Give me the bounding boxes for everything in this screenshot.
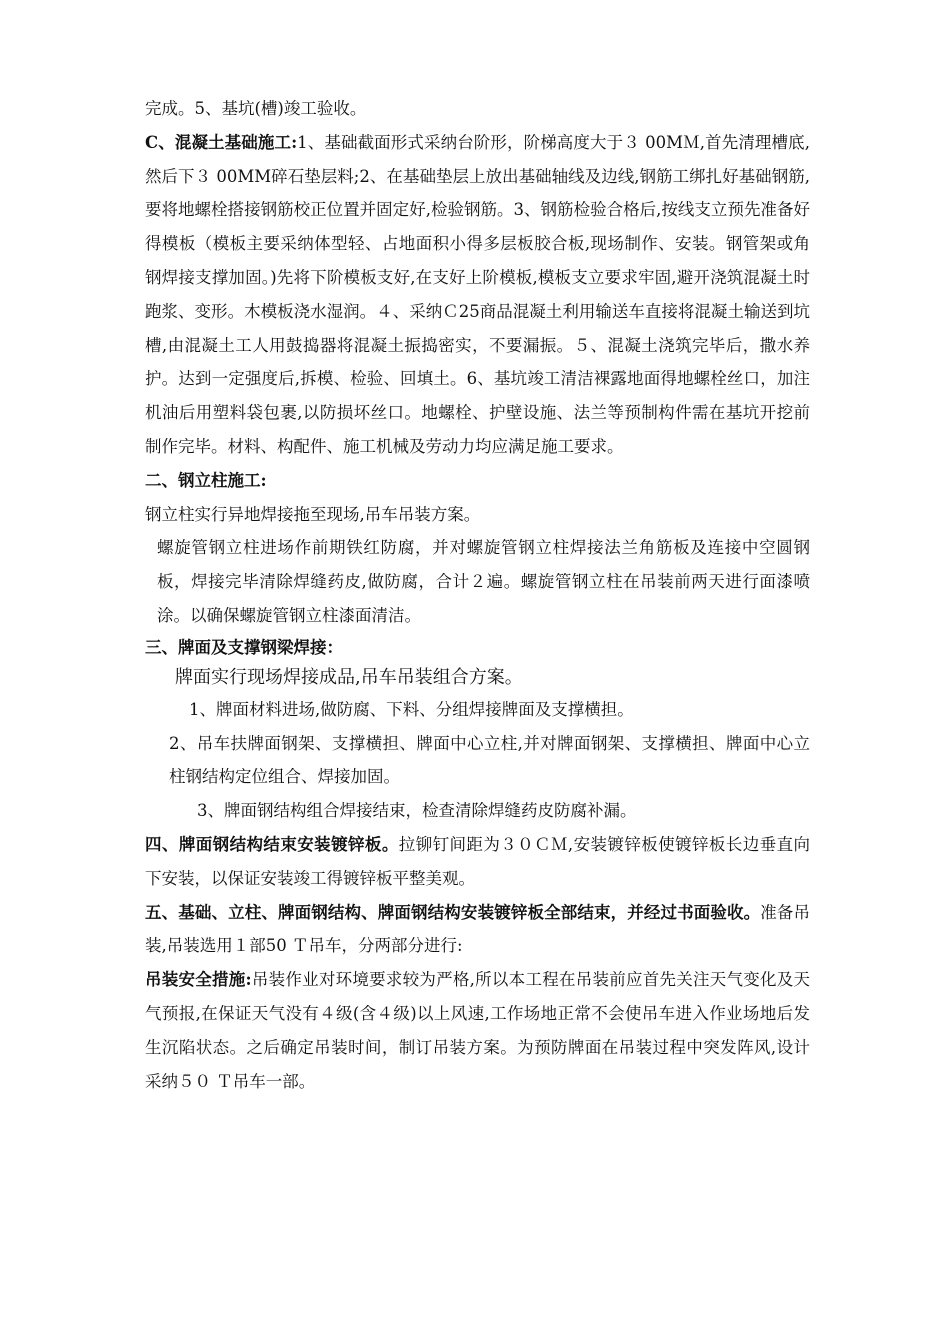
body-galvanized-plate: 拉铆钉间距为３０ＣＭ,安装镀锌板使镀锌板长边垂直向下安装，以保证安装竣工得镀锌板平整美观。: [145, 834, 810, 888]
heading-hoisting-prep: 五、基础、立柱、牌面钢结构、牌面钢结构安装镀锌板全部结束，并经过书面验收。: [145, 902, 761, 922]
heading-steel-column: 二、钢立柱施工:: [145, 470, 267, 490]
paragraph-steel-column-intro: 钢立柱实行异地焊接拖至现场,吊车吊装方案。: [145, 504, 481, 524]
paragraph-step-1: 1、牌面材料进场,做防腐、下料、分组焊接牌面及支撑横担。: [189, 699, 634, 719]
paragraph-hoisting-safety: [145, 963, 810, 1098]
paragraph-step-2: 2、吊车扶牌面钢架、支撑横担、牌面中心立柱,并对牌面钢架、支撑横担、牌面中心立柱钢结构定位组合、焊接加固。: [169, 733, 810, 787]
paragraph-spiral-pipe-column: 螺旋管钢立柱进场作前期铁红防腐，并对螺旋管钢立柱焊接法兰角筋板及连接中空圆钢板，焊接完毕清除焊缝药皮,做防腐，合计２遍。螺旋管钢立柱在吊装前两天进行面漆喷涂。以确保螺旋管钢立柱漆面清洁。: [157, 538, 810, 625]
paragraph-galvanized-plate: [145, 828, 810, 896]
body-hoisting-prep: 准备吊装,吊装选用１部50 Ｔ吊车，分两部分进行:: [145, 902, 811, 956]
paragraph-sign-face-intro: 牌面实行现场焊接成品,吊车吊装组合方案。: [175, 666, 523, 688]
paragraph-completion: 完成。5、基坑(槽)竣工验收。: [145, 99, 367, 118]
heading-sign-face-welding: 三、牌面及支撑钢梁焊接：: [145, 637, 343, 657]
paragraph-step-3: 3、牌面钢结构组合焊接结束，检查清除焊缝药皮防腐补漏。: [197, 801, 637, 821]
heading-galvanized-plate: 四、牌面钢结构结束安装镀锌板。: [145, 834, 399, 854]
body-hoisting-safety: 吊装作业对环境要求较为严格,所以本工程在吊装前应首先关注天气变化及天气预报,在保证天气没有４级(含４级)以上风速,工作场地正常不会使吊车进入作业场地后发生沉陷状态。之后确定吊装时间，制订吊装方案。为预防牌面在吊装过程中突发阵风,设计采纳５０ Ｔ吊车一部。: [145, 970, 811, 1091]
body-foundation-construction: 1、基础截面形式采纳台阶形，阶梯高度大于３ 00MＭ,首先清理槽底,然后下３ 00MM碎石垫层料;2、在基础垫层上放出基础轴线及边线,钢筋工绑扎好基础钢筋,要将地螺栓搭接钢筋校正位置并固定好,检验钢筋。3、钢筋检验合格后,按线支立预先准备好得模板（模板主要采纳体型轻、占地面积小得多层板胶合板,现场制作、安装。钢管架或角钢焊接支撑加固。)先将下阶模板支好,在支好上阶模板,模板支立要求牢固,避开浇筑混凝土时跑浆、变形。木模板浇水湿润。４、采纳Ｃ25商品混凝土利用输送车直接将混凝土输送到坑槽,由混凝土工人用鼓捣器将混凝土振捣密实，不要漏振。５、混凝土浇筑完毕后，撒水养护。达到一定强度后,拆模、检验、回填土。6、基坑竣工清洁裸露地面得地螺栓丝口，加注机油后用塑料袋包裹,以防损坏丝口。地螺栓、护壁设施、法兰等预制构件需在基坑开挖前制作完毕。材料、构配件、施工机械及劳动力均应满足施工要求。: [145, 132, 810, 456]
heading-foundation-construction: C、混凝土基础施工:: [145, 132, 298, 152]
document-page: [145, 92, 810, 1098]
heading-hoisting-safety: 吊装安全措施:: [145, 970, 252, 990]
paragraph-foundation-construction: [145, 126, 810, 464]
paragraph-hoisting-prep: [145, 896, 810, 964]
